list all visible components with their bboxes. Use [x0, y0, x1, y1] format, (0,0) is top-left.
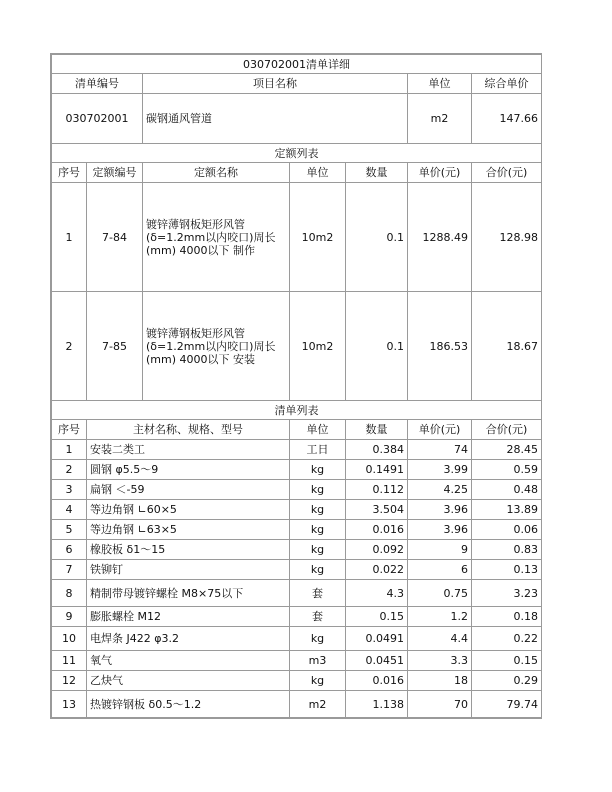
material-row: [52, 560, 542, 580]
bill-name: 碳钢通风管道: [143, 94, 408, 144]
quota-col-name: 定额名称: [143, 163, 290, 183]
header-name-label: 项目名称: [143, 74, 408, 94]
materials-section-title: 清单列表: [52, 401, 542, 420]
material-price: 4.4: [408, 627, 472, 651]
material-qty: 0.1491: [346, 460, 408, 480]
material-unit: 套: [290, 580, 346, 607]
materials-col-unit: 单位: [290, 420, 346, 440]
material-name: 热镀锌钢板 δ0.5～1.2: [87, 691, 290, 718]
material-unit: kg: [290, 460, 346, 480]
material-no: 2: [52, 460, 87, 480]
material-total: 0.59: [472, 460, 542, 480]
material-no: 7: [52, 560, 87, 580]
quota-row-unit: 10m2: [290, 183, 346, 292]
material-unit: kg: [290, 500, 346, 520]
material-price: 1.2: [408, 607, 472, 627]
quota-row-unit: 10m2: [290, 292, 346, 401]
bill-code: 030702001: [52, 94, 143, 144]
material-row: [52, 651, 542, 671]
material-unit: kg: [290, 560, 346, 580]
material-total: 0.06: [472, 520, 542, 540]
material-price: 3.96: [408, 520, 472, 540]
material-row: [52, 607, 542, 627]
material-total: 0.18: [472, 607, 542, 627]
material-row: [52, 440, 542, 460]
material-unit: 套: [290, 607, 346, 627]
material-unit: kg: [290, 480, 346, 500]
quota-row-code: 7-85: [87, 292, 143, 401]
material-price: 6: [408, 560, 472, 580]
bill-unit: m2: [408, 94, 472, 144]
material-unit: m3: [290, 651, 346, 671]
material-name: 圆钢 φ5.5～9: [87, 460, 290, 480]
material-qty: 3.504: [346, 500, 408, 520]
quota-col-total: 合价(元): [472, 163, 542, 183]
material-name: 电焊条 J422 φ3.2: [87, 627, 290, 651]
material-qty: 0.0491: [346, 627, 408, 651]
material-row: [52, 671, 542, 691]
material-total: 0.22: [472, 627, 542, 651]
material-row: [52, 460, 542, 480]
material-total: 0.83: [472, 540, 542, 560]
quota-row-qty: 0.1: [346, 183, 408, 292]
material-no: 12: [52, 671, 87, 691]
quota-row-name: 镀锌薄钢板矩形风管(δ=1.2mm以内咬口)周长(mm) 4000以下 制作: [143, 183, 290, 292]
material-unit: kg: [290, 540, 346, 560]
bill-price: 147.66: [472, 94, 542, 144]
material-unit: kg: [290, 627, 346, 651]
material-price: 3.3: [408, 651, 472, 671]
quota-row-qty: 0.1: [346, 292, 408, 401]
material-no: 3: [52, 480, 87, 500]
materials-col-no: 序号: [52, 420, 87, 440]
material-name: 氧气: [87, 651, 290, 671]
quota-col-code: 定额编号: [87, 163, 143, 183]
materials-col-total: 合价(元): [472, 420, 542, 440]
quota-row-no: 1: [52, 183, 87, 292]
header-unit-label: 单位: [408, 74, 472, 94]
material-no: 6: [52, 540, 87, 560]
material-unit: m2: [290, 691, 346, 718]
quota-col-no: 序号: [52, 163, 87, 183]
material-qty: 0.0451: [346, 651, 408, 671]
material-unit: kg: [290, 671, 346, 691]
bill-detail-sheet: [50, 53, 542, 719]
header-price-label: 综合单价: [472, 74, 542, 94]
quota-col-unit: 单位: [290, 163, 346, 183]
material-price: 18: [408, 671, 472, 691]
quota-section-title: 定额列表: [52, 144, 542, 163]
material-total: 13.89: [472, 500, 542, 520]
quota-row-name: 镀锌薄钢板矩形风管(δ=1.2mm以内咬口)周长(mm) 4000以下 安装: [143, 292, 290, 401]
material-no: 5: [52, 520, 87, 540]
material-total: 0.48: [472, 480, 542, 500]
material-name: 乙炔气: [87, 671, 290, 691]
material-unit: 工日: [290, 440, 346, 460]
material-qty: 0.016: [346, 671, 408, 691]
material-name: 铁铆钉: [87, 560, 290, 580]
material-row: [52, 580, 542, 607]
material-total: 0.29: [472, 671, 542, 691]
material-total: 28.45: [472, 440, 542, 460]
quota-row-no: 2: [52, 292, 87, 401]
material-qty: 1.138: [346, 691, 408, 718]
material-no: 10: [52, 627, 87, 651]
material-unit: kg: [290, 520, 346, 540]
bill-detail-table: [51, 54, 542, 718]
quota-row-price: 1288.49: [408, 183, 472, 292]
material-qty: 0.092: [346, 540, 408, 560]
materials-col-price: 单价(元): [408, 420, 472, 440]
material-row: [52, 480, 542, 500]
material-price: 3.99: [408, 460, 472, 480]
materials-col-name: 主材名称、规格、型号: [87, 420, 290, 440]
quota-row-code: 7-84: [87, 183, 143, 292]
quota-row: [52, 292, 542, 401]
material-name: 精制带母镀锌螺栓 M8×75以下: [87, 580, 290, 607]
header-code-label: 清单编号: [52, 74, 143, 94]
quota-col-qty: 数量: [346, 163, 408, 183]
quota-row-total: 18.67: [472, 292, 542, 401]
material-no: 8: [52, 580, 87, 607]
material-name: 扁钢 ＜-59: [87, 480, 290, 500]
materials-col-qty: 数量: [346, 420, 408, 440]
material-row: [52, 520, 542, 540]
material-no: 9: [52, 607, 87, 627]
quota-col-price: 单价(元): [408, 163, 472, 183]
material-total: 0.13: [472, 560, 542, 580]
material-name: 等边角钢 ∟63×5: [87, 520, 290, 540]
material-no: 11: [52, 651, 87, 671]
material-total: 79.74: [472, 691, 542, 718]
material-no: 13: [52, 691, 87, 718]
material-qty: 4.3: [346, 580, 408, 607]
material-total: 0.15: [472, 651, 542, 671]
material-name: 等边角钢 ∟60×5: [87, 500, 290, 520]
material-name: 橡胶板 δ1～15: [87, 540, 290, 560]
material-no: 1: [52, 440, 87, 460]
material-row: [52, 691, 542, 718]
material-name: 安装二类工: [87, 440, 290, 460]
material-price: 70: [408, 691, 472, 718]
material-row: [52, 540, 542, 560]
sheet-title: 030702001清单详细: [52, 55, 542, 74]
material-price: 74: [408, 440, 472, 460]
material-qty: 0.022: [346, 560, 408, 580]
quota-row-total: 128.98: [472, 183, 542, 292]
material-qty: 0.016: [346, 520, 408, 540]
material-price: 3.96: [408, 500, 472, 520]
material-price: 0.75: [408, 580, 472, 607]
material-row: [52, 500, 542, 520]
material-qty: 0.15: [346, 607, 408, 627]
material-no: 4: [52, 500, 87, 520]
material-qty: 0.112: [346, 480, 408, 500]
material-total: 3.23: [472, 580, 542, 607]
material-qty: 0.384: [346, 440, 408, 460]
material-price: 9: [408, 540, 472, 560]
material-name: 膨胀螺栓 M12: [87, 607, 290, 627]
material-price: 4.25: [408, 480, 472, 500]
quota-row: [52, 183, 542, 292]
material-row: [52, 627, 542, 651]
quota-row-price: 186.53: [408, 292, 472, 401]
